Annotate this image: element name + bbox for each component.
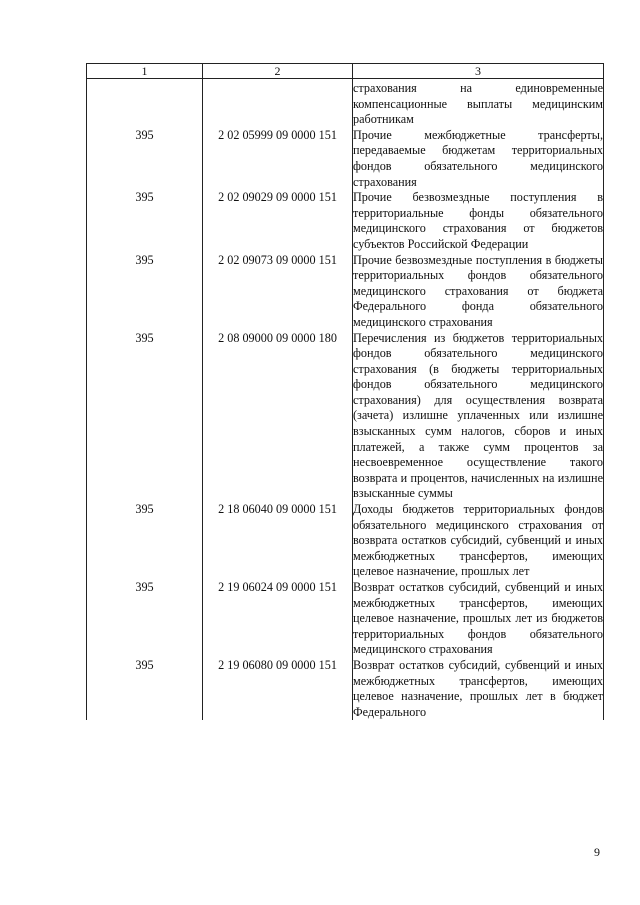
description-cell: Прочие безвозмездные поступления в территориальные фонды обязательного медицинского страхования от бюджетов субъектов Российской Федерации (353, 190, 603, 251)
admin-code-cell: 395 (87, 658, 203, 720)
admin-code-cell: 395 (87, 580, 203, 658)
admin-code-cell: 395 (87, 331, 203, 503)
description-cell: Возврат остатков субсидий, субвенций и иных межбюджетных трансфертов, имеющих целевое назначение, прошлых лет в бюджет Федерального (353, 657, 603, 719)
budget-code-cell: 2 19 06024 09 0000 151 (203, 580, 353, 658)
budget-code-cell (203, 79, 353, 128)
header-row (87, 64, 604, 79)
description-cell: Прочие межбюджетные трансферты, передаваемые бюджетам территориальных фондов обязательного медицинского страхования (353, 127, 603, 189)
description-cell: Прочие безвозмездные поступления в бюджеты территориальных фондов обязательного медицинского страхования от бюджета Федерального фонда обязательного медицинского страхования (353, 252, 603, 329)
admin-code-cell (87, 79, 203, 128)
description-cell: Возврат остатков субсидий, субвенций и иных межбюджетных трансфертов, имеющих целевое назначение, прошлых лет из бюджетов территориальных фондов обязательного медицинского страхования (353, 580, 603, 657)
table-row (87, 580, 604, 658)
table-row (87, 128, 604, 190)
table-row (87, 190, 604, 252)
header-col-2: 2 (203, 64, 353, 79)
budget-code-cell: 2 18 06040 09 0000 151 (203, 502, 353, 580)
budget-code-cell: 2 02 09073 09 0000 151 (203, 253, 353, 331)
budget-code-cell: 2 02 05999 09 0000 151 (203, 128, 353, 190)
table-row (87, 331, 604, 503)
admin-code-cell: 395 (87, 128, 203, 190)
description-cell: страхования на единовременные компенсационные выплаты медицинским работникам (353, 79, 604, 128)
table-row (87, 79, 604, 128)
header-col-1: 1 (87, 64, 203, 79)
description-cell: Доходы бюджетов территориальных фондов обязательного медицинского страхования от возврата остатков субсидий, субвенций и иных межбюджетных трансфертов, имеющих целевое назначение, прошлых лет (353, 502, 603, 579)
budget-code-cell: 2 08 09000 09 0000 180 (203, 331, 353, 503)
page-number: 9 (594, 845, 600, 859)
admin-code-cell: 395 (87, 190, 203, 252)
budget-code-cell: 2 19 06080 09 0000 151 (203, 658, 353, 720)
header-col-3: 3 (353, 64, 604, 79)
table-row (87, 253, 604, 331)
table-row (87, 502, 604, 580)
description-cell: Перечисления из бюджетов территориальных фондов обязательного медицинского страхования (в бюджеты территориальных фондов обязательного медицинского страхования) для осуществления возврата (зачета) излишне уплаченных или излишне взысканных сумм налогов, сборов и иных платежей, а также сумм процентов за несвоевременное осуществление такого возврата и процентов, начисленных на излишне взысканные суммы (353, 330, 603, 501)
table-body (87, 79, 604, 721)
table-header (87, 64, 604, 79)
admin-code-cell: 395 (87, 253, 203, 331)
admin-code-cell: 395 (87, 502, 203, 580)
budget-codes-table (86, 63, 604, 720)
table-row (87, 658, 604, 720)
budget-code-cell: 2 02 09029 09 0000 151 (203, 190, 353, 252)
